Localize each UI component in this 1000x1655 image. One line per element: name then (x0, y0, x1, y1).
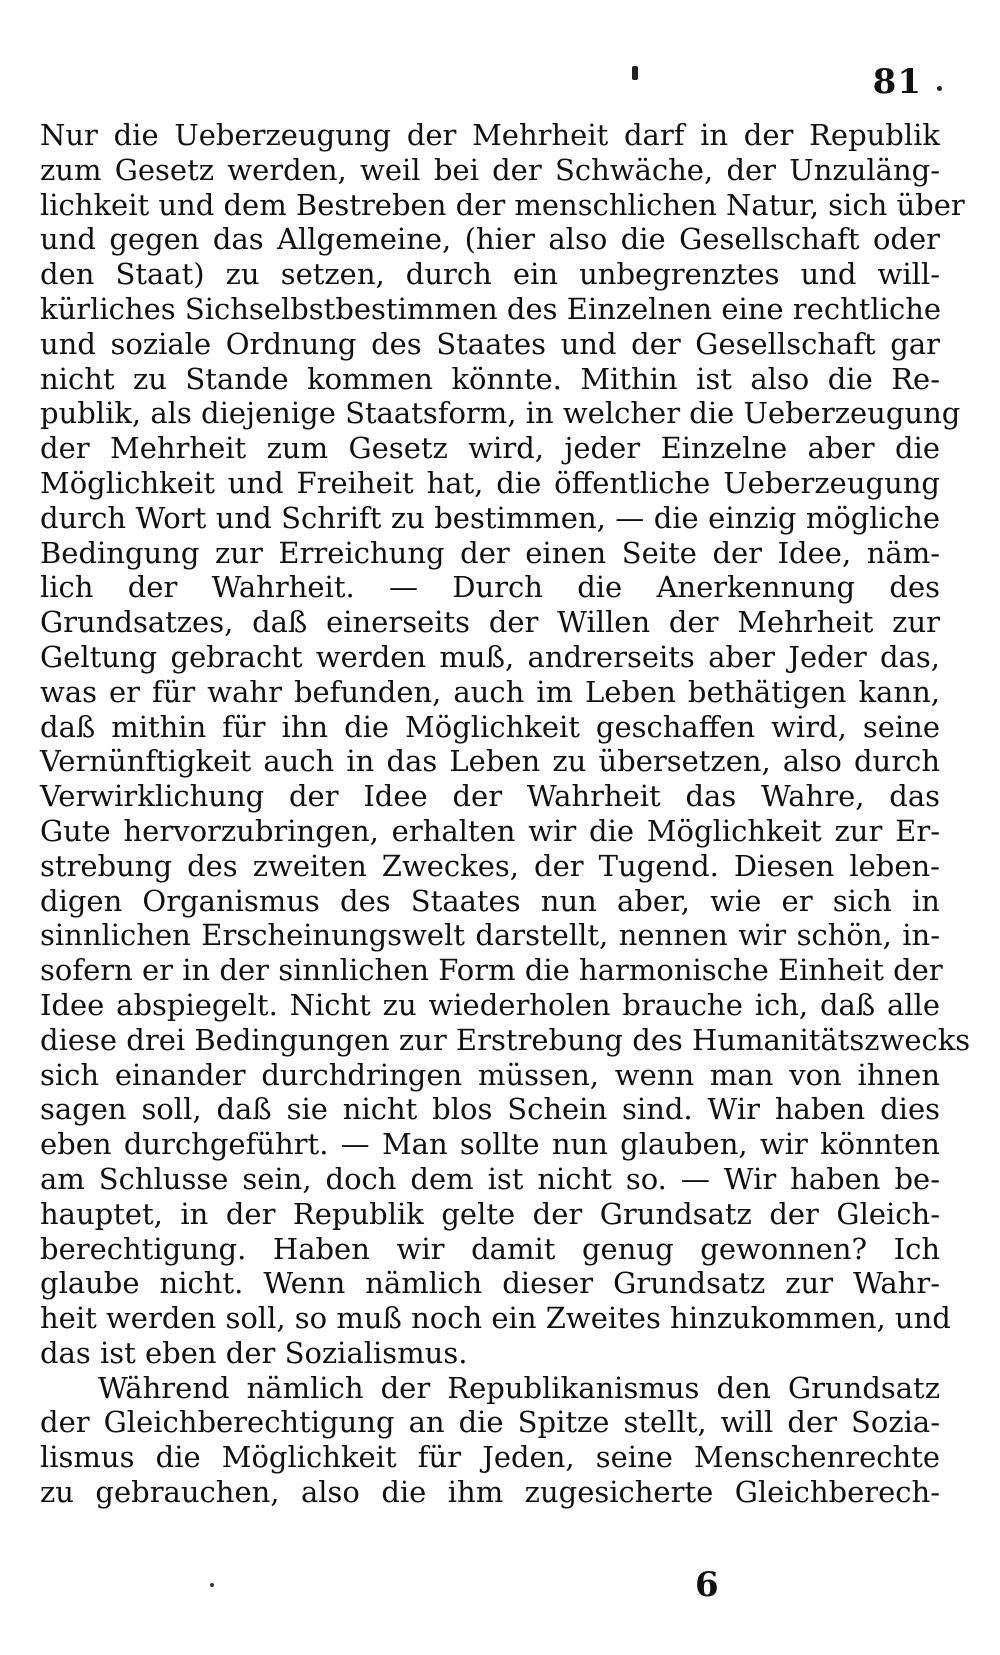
text-line: lichkeit und dem Bestreben der menschlichen Natur, sich über (40, 187, 965, 222)
text-line: durch Wort und Schrift zu bestimmen, — die einzig mögliche (40, 500, 940, 535)
signature-mark: 6 (695, 1565, 719, 1605)
text-line: und gegen das Allgemeine, (hier also die Gesellschaft oder (40, 222, 940, 257)
text-line: sich einander durchdringen müssen, wenn man von ihnen (40, 1057, 940, 1092)
text-line: Vernünftigkeit auch in das Leben zu übersetzen, also durch (40, 744, 940, 779)
text-line: daß mithin für ihn die Möglichkeit geschaffen wird, seine (40, 709, 940, 744)
text-line: Gute hervorzubringen, erhalten wir die Möglichkeit zur Er- (40, 813, 940, 848)
text-line: berechtigung. Haben wir damit genug gewonnen? Ich (40, 1231, 940, 1266)
text-line: nicht zu Stande kommen könnte. Mithin ist also die Re- (40, 361, 940, 396)
text-line: strebung des zweiten Zweckes, der Tugend. Diesen leben- (40, 848, 940, 883)
text-line: heit werden soll, so muß noch ein Zweites hinzukommen, und (40, 1301, 951, 1336)
text-line: zum Gesetz werden, weil bei der Schwäche, der Unzuläng- (40, 152, 940, 187)
text-line: sinnlichen Erscheinungswelt darstellt, nennen wir schön, in- (40, 918, 940, 953)
text-line: Geltung gebracht werden muß, andrerseits aber Jeder das, (40, 639, 940, 674)
text-line: Grundsatzes, daß einerseits der Willen der Mehrheit zur (40, 605, 940, 640)
text-line: diese drei Bedingungen zur Erstrebung des Humanitätszwecks (40, 1022, 971, 1057)
text-line: der Mehrheit zum Gesetz wird, jeder Einzelne aber die (40, 431, 940, 466)
text-line: das ist eben der Sozialismus. (40, 1335, 468, 1370)
text-line: Während nämlich der Republikanismus den Grundsatz (98, 1370, 940, 1405)
text-line: Verwirklichung der Idee der Wahrheit das Wahre, das (40, 779, 940, 814)
text-line: was er für wahr befunden, auch im Leben bethätigen kann, (40, 674, 940, 709)
text-line: Bedingung zur Erreichung der einen Seite der Idee, näm- (40, 535, 940, 570)
text-line: zu gebrauchen, also die ihm zugesicherte Gleichberech- (40, 1475, 940, 1510)
text-line: sofern er in der sinnlichen Form die harmonische Einheit der (40, 953, 943, 988)
page-number: 81 (872, 62, 922, 102)
text-line: Nur die Ueberzeugung der Mehrheit darf in der Republik (40, 118, 940, 152)
print-speck (937, 86, 942, 91)
body-text (40, 118, 971, 1510)
text-line: Möglichkeit und Freiheit hat, die öffentliche Ueberzeugung (40, 465, 940, 500)
text-line: glaube nicht. Wenn nämlich dieser Grundsatz zur Wahr- (40, 1266, 940, 1301)
text-line: der Gleichberechtigung an die Spitze stellt, will der Sozia- (40, 1405, 940, 1440)
print-mark (632, 66, 638, 80)
text-line: und soziale Ordnung des Staates und der Gesellschaft gar (40, 326, 940, 361)
text-line: eben durchgeführt. — Man sollte nun glauben, wir könnten (40, 1127, 940, 1162)
text-line: hauptet, in der Republik gelte der Grundsatz der Gleich- (40, 1196, 940, 1231)
print-speck (210, 1583, 214, 1587)
text-line: Idee abspiegelt. Nicht zu wiederholen brauche ich, daß alle (40, 987, 940, 1022)
text-line: am Schlusse sein, doch dem ist nicht so. — Wir haben be- (40, 1161, 940, 1196)
text-line: digen Organismus des Staates nun aber, wie er sich in (40, 883, 940, 918)
text-line: lismus die Möglichkeit für Jeden, seine Menschenrechte (40, 1440, 940, 1475)
text-line: publik, als diejenige Staatsform, in welcher die Ueberzeugung (40, 396, 961, 431)
text-line: kürliches Sichselbstbestimmen des Einzelnen eine rechtliche (40, 291, 942, 326)
text-line: den Staat) zu setzen, durch ein unbegrenztes und will- (40, 257, 940, 292)
text-line: sagen soll, daß sie nicht blos Schein sind. Wir haben dies (40, 1092, 940, 1127)
text-line: lich der Wahrheit. — Durch die Anerkennung des (40, 570, 940, 605)
